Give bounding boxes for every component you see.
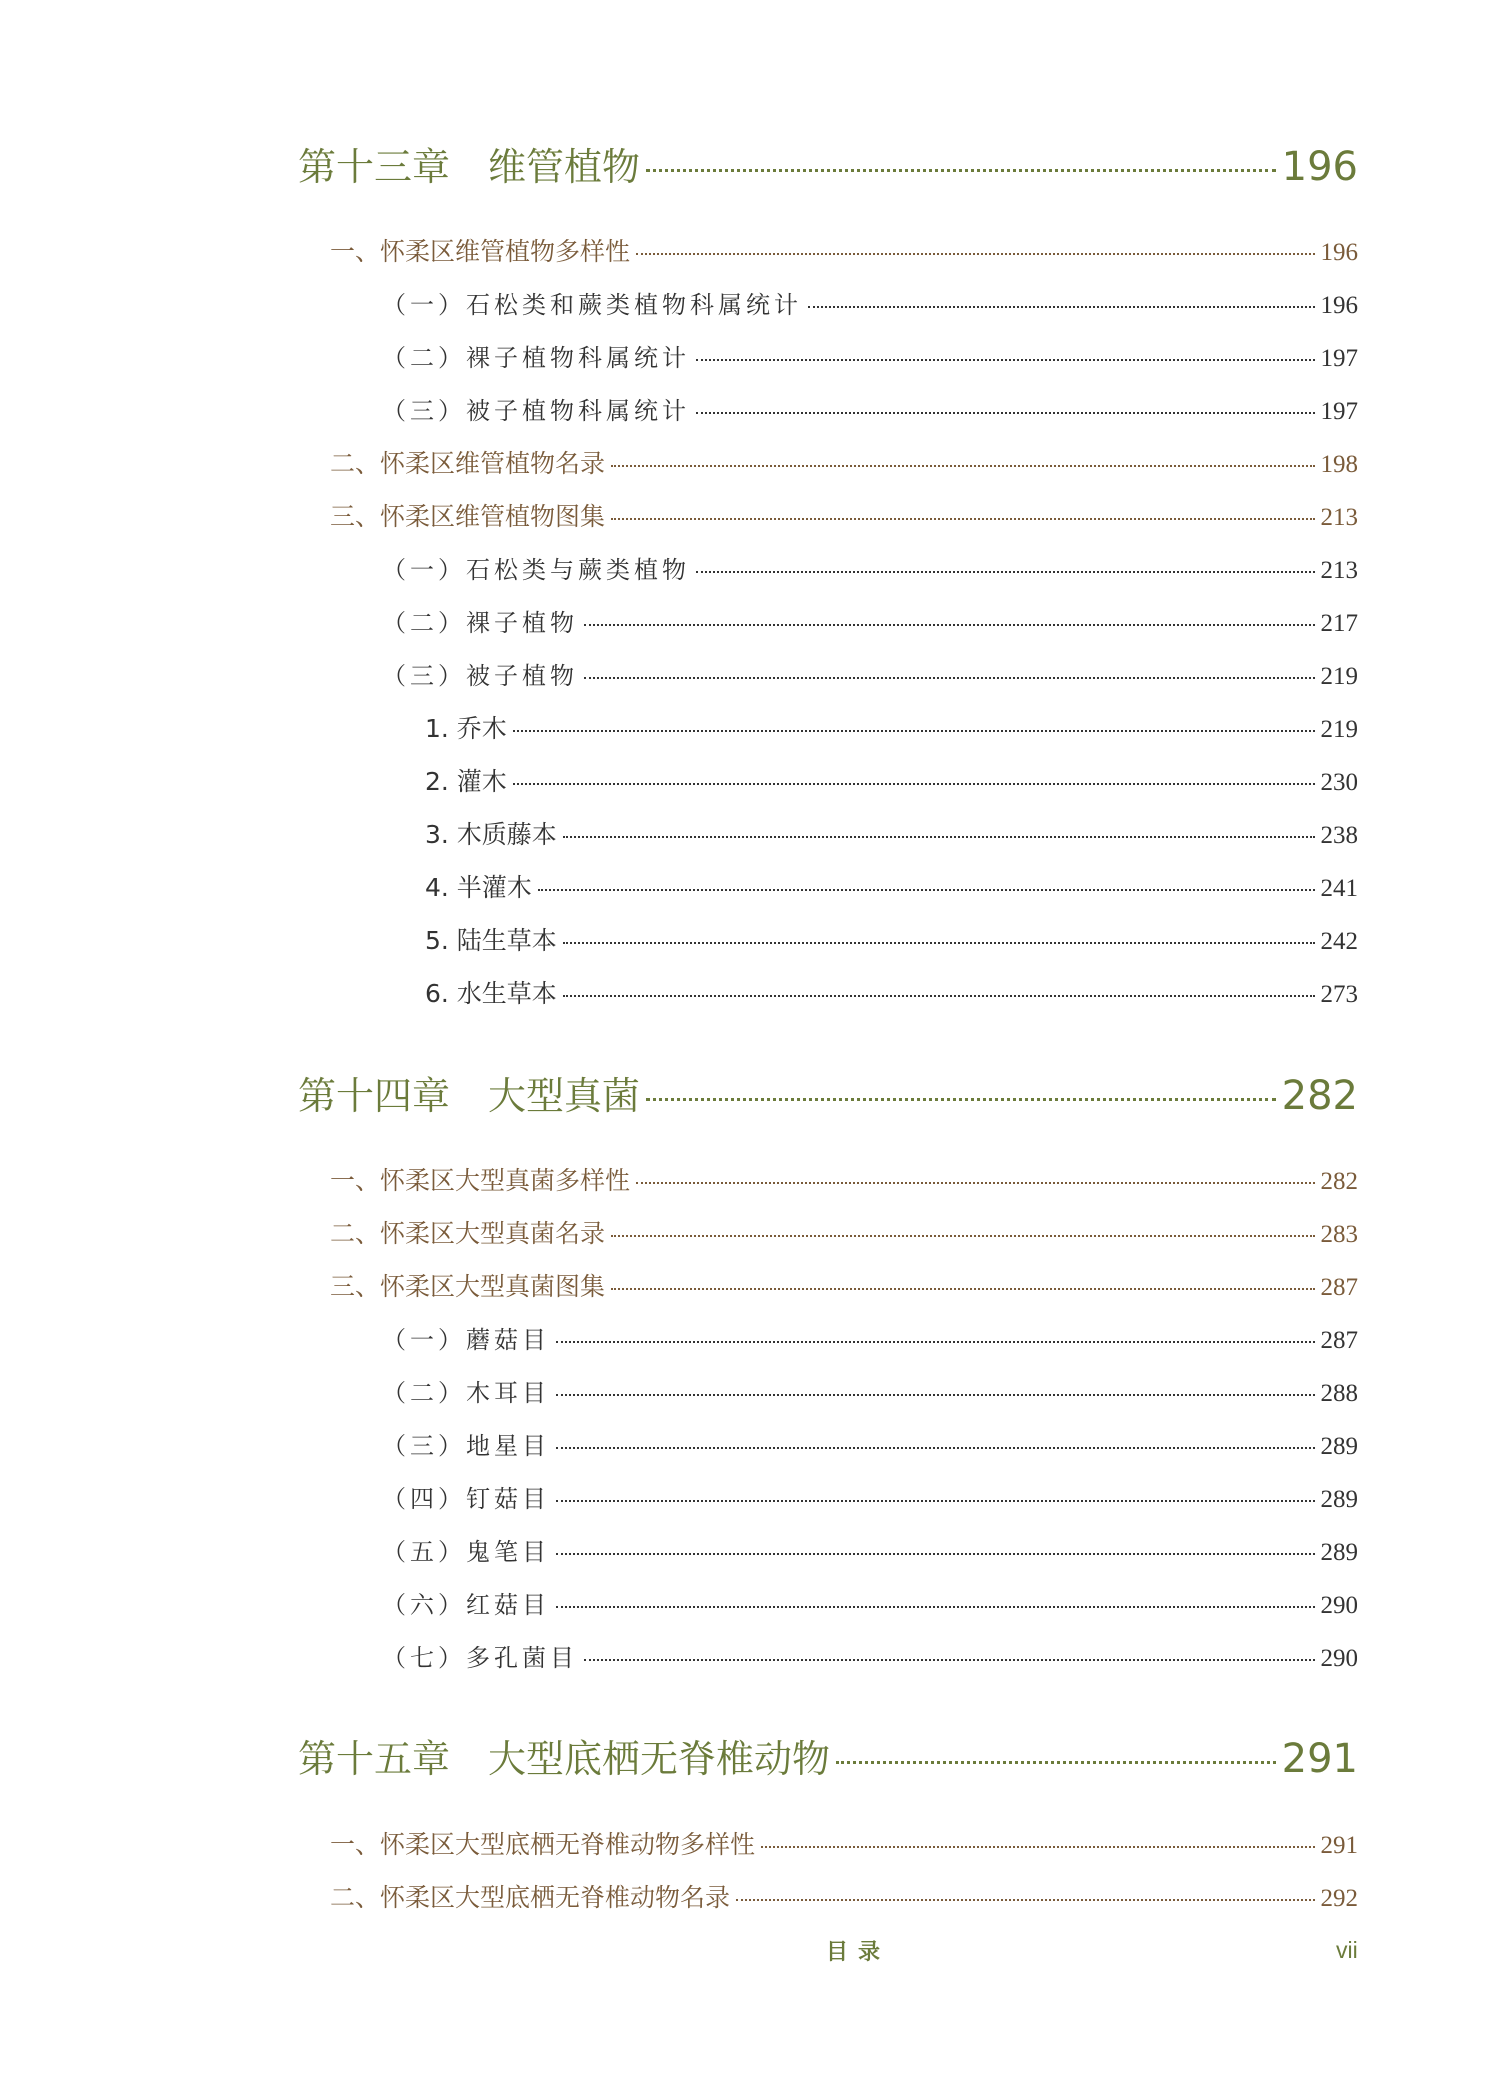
entry-label: 3. 木质藤本 bbox=[425, 820, 557, 849]
leader-dots bbox=[808, 306, 1315, 308]
entry-page: 288 bbox=[1320, 1380, 1358, 1407]
toc-entry[interactable] bbox=[330, 1878, 1358, 1914]
toc-entry[interactable] bbox=[425, 762, 1358, 798]
toc-entry[interactable] bbox=[425, 974, 1358, 1010]
entry-label: （一）石松类和蕨类植物科属统计 bbox=[382, 291, 802, 319]
leader-dots bbox=[556, 1394, 1315, 1396]
toc-entry[interactable] bbox=[330, 1161, 1358, 1197]
leader-dots bbox=[696, 359, 1315, 361]
leader-dots bbox=[636, 253, 1314, 255]
leader-dots bbox=[636, 1182, 1314, 1184]
toc-entry[interactable] bbox=[382, 1373, 1358, 1409]
toc-entry[interactable] bbox=[382, 603, 1358, 639]
entry-page: 290 bbox=[1320, 1645, 1358, 1672]
leader-dots bbox=[611, 1288, 1314, 1290]
leader-dots bbox=[696, 412, 1315, 414]
entry-page: 198 bbox=[1320, 451, 1358, 478]
leader-dots bbox=[836, 1761, 1276, 1764]
toc-entry[interactable] bbox=[382, 391, 1358, 427]
chapter-page: 282 bbox=[1281, 1073, 1358, 1119]
leader-dots bbox=[584, 677, 1315, 679]
entry-page: 290 bbox=[1320, 1592, 1358, 1619]
entry-label: （三）地星目 bbox=[382, 1432, 550, 1460]
chapter-page: 196 bbox=[1281, 144, 1358, 190]
entry-page: 289 bbox=[1320, 1486, 1358, 1513]
leader-dots bbox=[646, 169, 1276, 172]
leader-dots bbox=[556, 1500, 1315, 1502]
chapter-title: 第十三章 维管植物 bbox=[298, 145, 641, 189]
toc-entry[interactable] bbox=[382, 1320, 1358, 1356]
leader-dots bbox=[513, 730, 1315, 732]
toc-entry[interactable] bbox=[330, 497, 1358, 533]
leader-dots bbox=[563, 995, 1315, 997]
leader-dots bbox=[611, 465, 1314, 467]
toc-entry[interactable] bbox=[382, 1426, 1358, 1462]
entry-label: 4. 半灌木 bbox=[425, 873, 532, 902]
entry-label: 5. 陆生草本 bbox=[425, 926, 557, 955]
toc-entry[interactable] bbox=[382, 1532, 1358, 1568]
leader-dots bbox=[736, 1899, 1314, 1901]
toc-entry[interactable] bbox=[382, 1638, 1358, 1674]
leader-dots bbox=[761, 1846, 1314, 1848]
chapter-page: 291 bbox=[1281, 1736, 1358, 1782]
entry-label: （六）红菇目 bbox=[382, 1591, 550, 1619]
toc-entry[interactable] bbox=[330, 1214, 1358, 1250]
entry-label: 一、怀柔区维管植物多样性 bbox=[330, 237, 631, 266]
leader-dots bbox=[584, 624, 1315, 626]
toc-chapter-15[interactable] bbox=[298, 1728, 1358, 1780]
entry-label: 2. 灌木 bbox=[425, 767, 507, 796]
entry-page: 197 bbox=[1320, 345, 1358, 372]
entry-page: 196 bbox=[1320, 239, 1358, 266]
entry-label: 二、怀柔区大型真菌名录 bbox=[330, 1219, 606, 1248]
entry-page: 292 bbox=[1320, 1885, 1358, 1912]
toc-entry[interactable] bbox=[382, 656, 1358, 692]
entry-label: 一、怀柔区大型底栖无脊椎动物多样性 bbox=[330, 1830, 756, 1859]
toc-entry[interactable] bbox=[382, 1585, 1358, 1621]
entry-page: 230 bbox=[1320, 769, 1358, 796]
entry-label: （二）裸子植物科属统计 bbox=[382, 344, 690, 372]
leader-dots bbox=[584, 1659, 1315, 1661]
entry-label: （七）多孔菌目 bbox=[382, 1644, 578, 1672]
toc-entry[interactable] bbox=[425, 815, 1358, 851]
toc-entry[interactable] bbox=[330, 1825, 1358, 1861]
chapter-title: 第十四章 大型真菌 bbox=[298, 1074, 641, 1118]
entry-page: 219 bbox=[1320, 716, 1358, 743]
chapter-title: 第十五章 大型底栖无脊椎动物 bbox=[298, 1737, 831, 1781]
leader-dots bbox=[556, 1553, 1315, 1555]
toc-entry[interactable] bbox=[382, 1479, 1358, 1515]
leader-dots bbox=[556, 1341, 1315, 1343]
toc-chapter-14[interactable] bbox=[298, 1065, 1358, 1117]
entry-page: 196 bbox=[1320, 292, 1358, 319]
entry-label: （一）蘑菇目 bbox=[382, 1326, 550, 1354]
entry-page: 287 bbox=[1320, 1274, 1358, 1301]
toc-entry[interactable] bbox=[425, 709, 1358, 745]
leader-dots bbox=[611, 518, 1314, 520]
entry-page: 241 bbox=[1320, 875, 1358, 902]
toc-entry[interactable] bbox=[425, 868, 1358, 904]
entry-page: 283 bbox=[1320, 1221, 1358, 1248]
entry-label: （二）裸子植物 bbox=[382, 609, 578, 637]
toc-entry[interactable] bbox=[330, 444, 1358, 480]
entry-page: 213 bbox=[1320, 557, 1358, 584]
entry-label: （二）木耳目 bbox=[382, 1379, 550, 1407]
entry-label: 三、怀柔区维管植物图集 bbox=[330, 502, 606, 531]
leader-dots bbox=[556, 1447, 1315, 1449]
entry-label: （一）石松类与蕨类植物 bbox=[382, 556, 690, 584]
entry-label: 二、怀柔区维管植物名录 bbox=[330, 449, 606, 478]
leader-dots bbox=[611, 1235, 1314, 1237]
leader-dots bbox=[513, 783, 1315, 785]
entry-page: 213 bbox=[1320, 504, 1358, 531]
toc-entry[interactable] bbox=[330, 1267, 1358, 1303]
page-number: vii bbox=[1336, 1937, 1358, 1963]
entry-page: 291 bbox=[1320, 1832, 1358, 1859]
entry-label: （五）鬼笔目 bbox=[382, 1538, 550, 1566]
entry-page: 197 bbox=[1320, 398, 1358, 425]
entry-page: 219 bbox=[1320, 663, 1358, 690]
entry-label: 6. 水生草本 bbox=[425, 979, 557, 1008]
toc-entry[interactable] bbox=[330, 232, 1358, 268]
entry-label: （三）被子植物 bbox=[382, 662, 578, 690]
entry-label: 三、怀柔区大型真菌图集 bbox=[330, 1272, 606, 1301]
entry-label: 1. 乔木 bbox=[425, 714, 507, 743]
entry-page: 289 bbox=[1320, 1433, 1358, 1460]
toc-entry[interactable] bbox=[382, 285, 1358, 321]
entry-label: 二、怀柔区大型底栖无脊椎动物名录 bbox=[330, 1883, 731, 1912]
entry-label: 一、怀柔区大型真菌多样性 bbox=[330, 1166, 631, 1195]
entry-page: 289 bbox=[1320, 1539, 1358, 1566]
toc-chapter-13[interactable] bbox=[298, 136, 1358, 188]
entry-page: 273 bbox=[1320, 981, 1358, 1008]
entry-page: 217 bbox=[1320, 610, 1358, 637]
leader-dots bbox=[563, 836, 1315, 838]
leader-dots bbox=[646, 1098, 1276, 1101]
toc-entry[interactable] bbox=[425, 921, 1358, 957]
entry-page: 287 bbox=[1320, 1327, 1358, 1354]
entry-page: 238 bbox=[1320, 822, 1358, 849]
entry-label: （四）钉菇目 bbox=[382, 1485, 550, 1513]
entry-page: 242 bbox=[1320, 928, 1358, 955]
entry-page: 282 bbox=[1320, 1168, 1358, 1195]
leader-dots bbox=[538, 889, 1315, 891]
running-footer-title: 目录 bbox=[826, 1940, 891, 1965]
entry-label: （三）被子植物科属统计 bbox=[382, 397, 690, 425]
leader-dots bbox=[696, 571, 1315, 573]
leader-dots bbox=[563, 942, 1315, 944]
leader-dots bbox=[556, 1606, 1315, 1608]
toc-entry[interactable] bbox=[382, 338, 1358, 374]
toc-entry[interactable] bbox=[382, 550, 1358, 586]
